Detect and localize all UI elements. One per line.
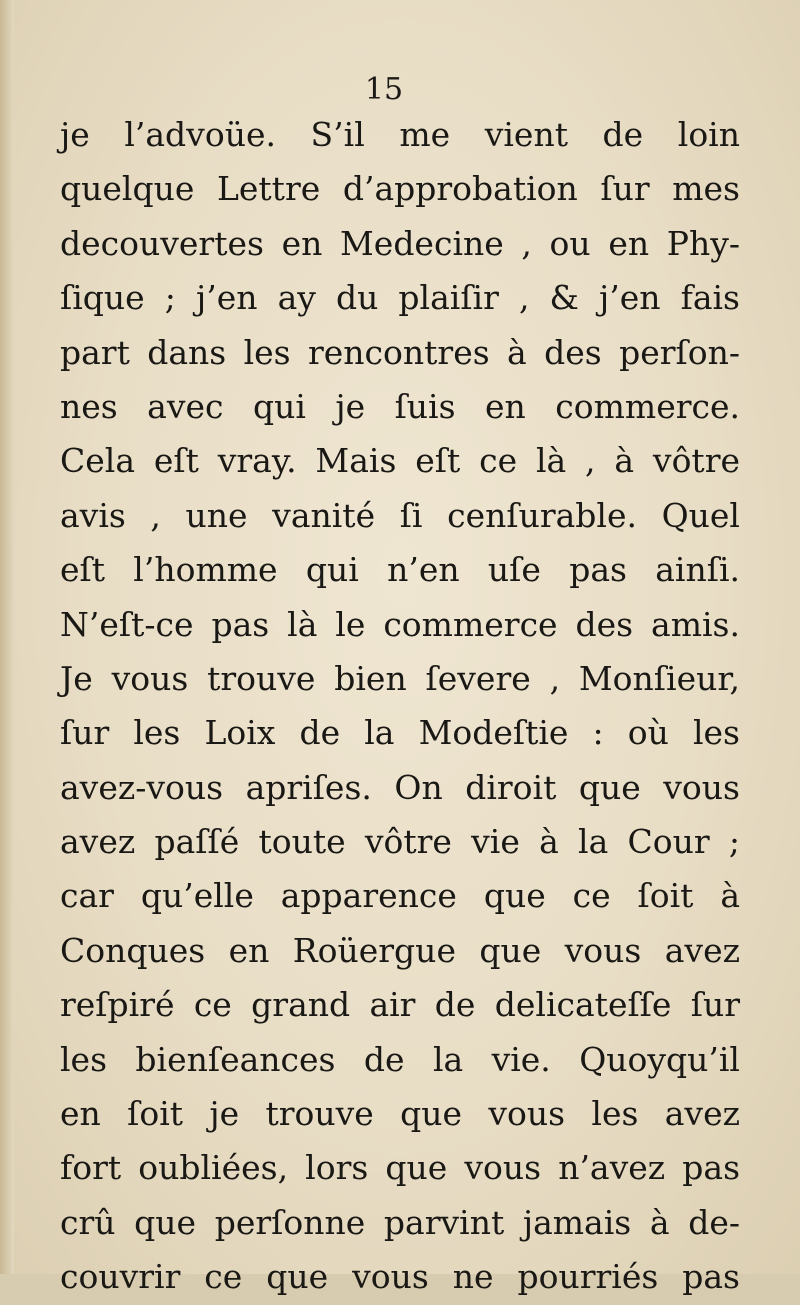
text-line: couvrir ce que vous ne pourriés pas: [60, 1257, 740, 1297]
page-binding-edge: [0, 0, 14, 1274]
text-line: Conques en Roüergue que vous avez: [60, 930, 740, 970]
text-line: les bienſeances de la vie. Quoyqu’il: [60, 1039, 740, 1079]
text-line: N’eſt-ce pas là le commerce des amis.: [60, 604, 740, 644]
text-line: fort oubliées, lors que vous n’avez pas: [60, 1148, 740, 1188]
text-line: quelque Lettre d’approbation ſur mes: [60, 169, 740, 209]
text-line: avez paſſé toute vôtre vie à la Cour ;: [60, 822, 740, 862]
text-line: en ſoit je trouve que vous les avez: [60, 1094, 740, 1134]
text-line: avez-vous apriſes. On diroit que vous: [60, 767, 740, 807]
text-line: nes avec qui je ſuis en commerce.: [60, 386, 740, 426]
text-line: eſt l’homme qui n’en uſe pas ainſi.: [60, 550, 740, 590]
text-line: decouvertes en Medecine , ou en Phy-: [60, 223, 740, 263]
text-line: car qu’elle apparence que ce ſoit à: [60, 876, 740, 916]
text-line: je l’advoüe. S’il me vient de loin: [60, 115, 740, 154]
text-line: ſique ; j’en ay du plaiſir , & j’en fais: [60, 278, 740, 318]
text-line: ſur les Loix de la Modeſtie : où les: [60, 713, 740, 753]
text-line: Cela eſt vray. Mais eſt ce là , à vôtre: [60, 441, 740, 481]
text-line: crû que perſonne parvint jamais à de-: [60, 1202, 740, 1242]
body-text: [60, 108, 740, 1305]
text-line: reſpiré ce grand air de delicateſſe ſur: [60, 985, 740, 1025]
text-line: part dans les rencontres à des perſon-: [60, 332, 740, 372]
text-line: Je vous trouve bien ſevere , Monſieur,: [60, 658, 740, 698]
page-number: 15: [364, 72, 404, 107]
text-line: avis , une vanité ſi cenſurable. Quel: [60, 495, 740, 535]
